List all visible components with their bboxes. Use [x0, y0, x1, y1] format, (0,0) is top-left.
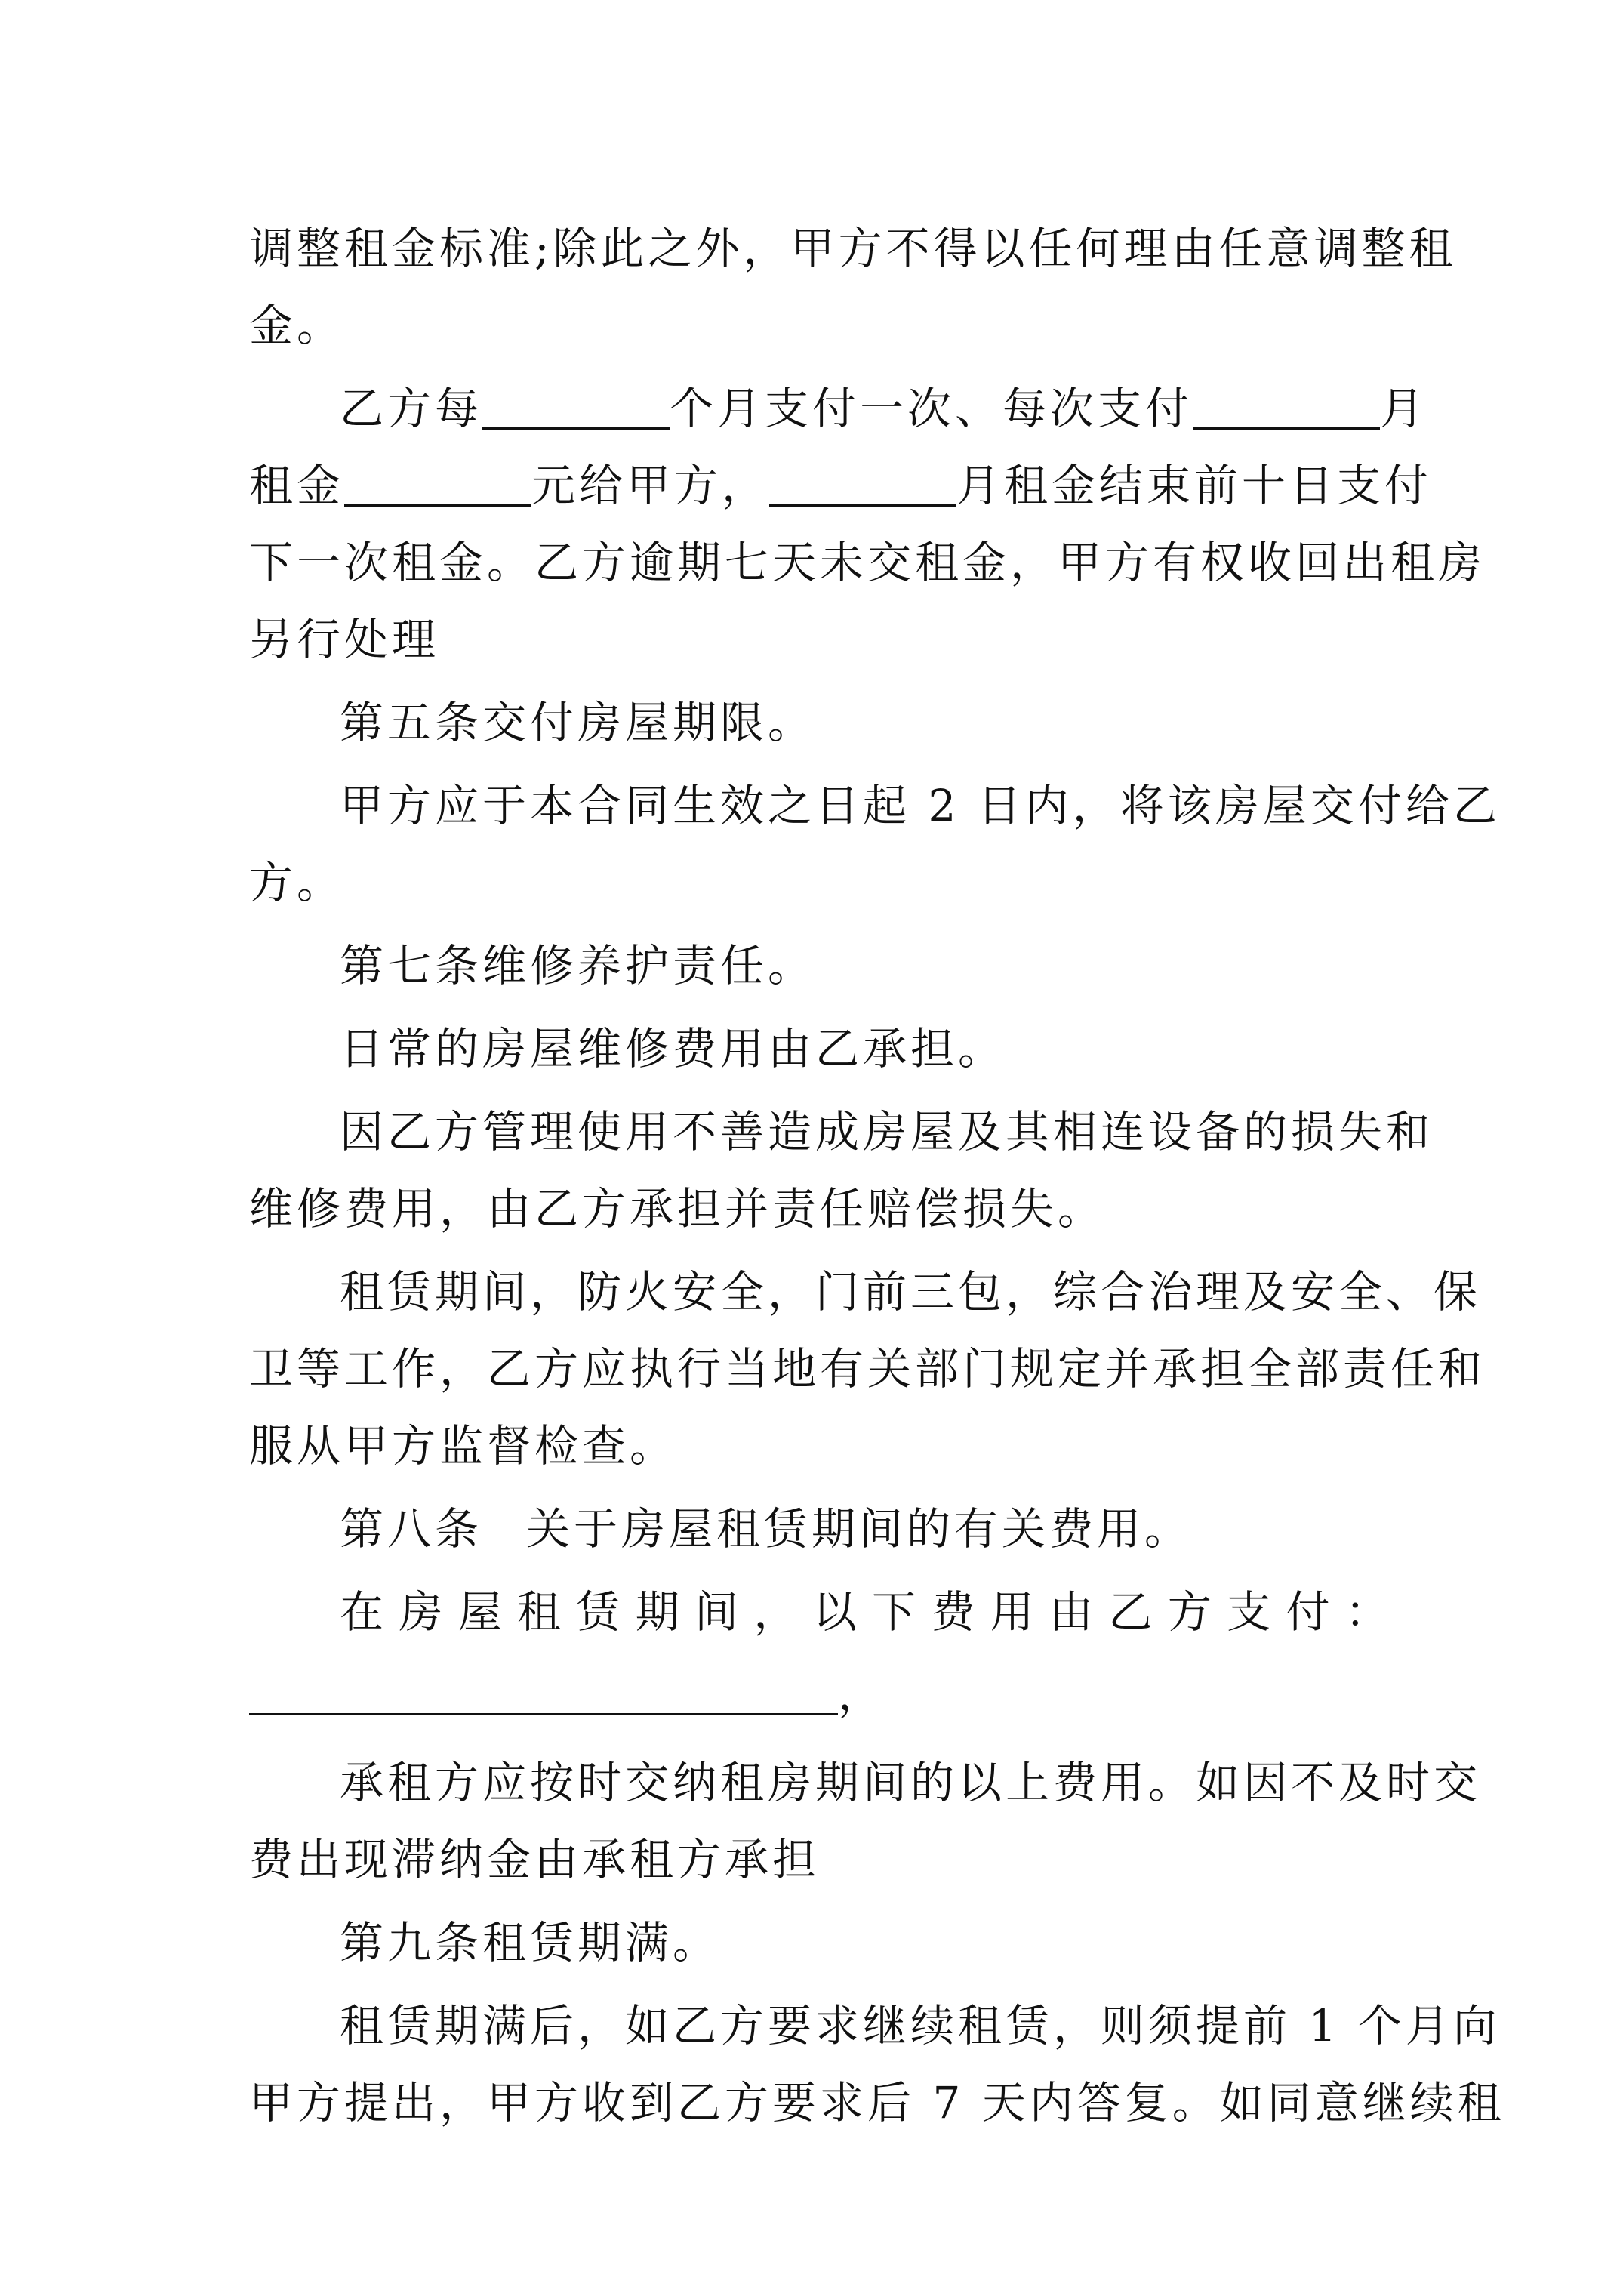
text-fragment: 乙方每	[340, 383, 483, 434]
justified-char: 期	[635, 1586, 679, 1638]
paragraph-line: 日常的房屋维修费用由乙承担。	[340, 1023, 1006, 1074]
justified-char: 屋	[457, 1586, 502, 1638]
paragraph-line: 服从甲方监督检查。	[249, 1420, 678, 1472]
article-8-justified-line	[249, 1573, 1389, 1650]
justified-char: 由	[1049, 1586, 1094, 1638]
blank-fees-field	[249, 1669, 838, 1715]
justified-char: 以	[812, 1586, 857, 1638]
justified-char: 支	[1227, 1586, 1271, 1638]
fee-blank-line	[249, 1650, 1389, 1738]
justified-char: 赁	[576, 1586, 621, 1638]
justified-char: 下	[872, 1586, 916, 1638]
paragraph-line: 费出现滞纳金由承租方承担	[249, 1834, 821, 1885]
paragraph-line: 租赁期间，防火安全，门前三包，综合治理及安全、保	[340, 1266, 1482, 1318]
rent-payment-line-1	[249, 370, 1428, 447]
text-fragment: 租金	[249, 460, 345, 511]
text-fragment: 个月支付一次、每次支付	[670, 383, 1193, 434]
text-fragment: 元给甲方，	[531, 460, 770, 511]
paragraph-line: 方。	[249, 857, 345, 908]
article-7-title: 第七条维修养护责任。	[340, 940, 816, 991]
text-fragment: 月	[1380, 383, 1428, 434]
justified-char: 费	[931, 1586, 975, 1638]
justified-char: ，	[753, 1586, 798, 1638]
blank-months-per-payment-field	[1193, 384, 1380, 430]
paragraph-line: 承租方应按时交纳租房期间的以上费用。如因不及时交	[340, 1757, 1482, 1808]
text-fragment: 月租金结束前十日支付	[956, 460, 1433, 511]
rent-payment-line-2	[249, 447, 1433, 524]
justified-char: ：	[1344, 1586, 1389, 1638]
paragraph-line: 金。	[249, 300, 345, 351]
document-body	[249, 210, 1505, 2141]
justified-char: 方	[1167, 1586, 1212, 1638]
justified-char: 租	[517, 1586, 562, 1638]
justified-char: 在	[340, 1586, 384, 1638]
paragraph-line: 另行处理	[249, 614, 440, 665]
paragraph-line: 租赁期满后，如乙方要求继续租赁，则须提前 1 个月向	[340, 2000, 1501, 2051]
justified-char: 间	[694, 1586, 739, 1638]
blank-months-field	[482, 384, 670, 430]
justified-char: 用	[990, 1586, 1034, 1638]
article-5-title: 第五条交付房屋期限。	[340, 697, 816, 748]
justified-char: 房	[399, 1586, 443, 1638]
justified-char: 付	[1286, 1586, 1330, 1638]
paragraph-line: 因乙方管理使用不善造成房屋及其相连设备的损失和	[340, 1106, 1434, 1157]
paragraph-line: 甲方应于本合同生效之日起 2 日内，将该房屋交付给乙	[340, 780, 1501, 831]
paragraph-line: 调整租金标准;除此之外，甲方不得以任何理由任意调整租	[249, 223, 1457, 274]
article-9-title: 第九条租赁期满。	[340, 1917, 721, 1968]
paragraph-line: 卫等工作，乙方应执行当地有关部门规定并承担全部责任和	[249, 1343, 1486, 1395]
justified-char: 乙	[1108, 1586, 1153, 1638]
text-fragment: 第八条	[340, 1503, 483, 1555]
paragraph-line: 维修费用，由乙方承担并责任赔偿损失。	[249, 1183, 1106, 1234]
paragraph-line: 甲方提出，甲方收到乙方要求后 7 天内答复。如同意继续租	[249, 2077, 1505, 2128]
paragraph-line: 下一次租金。乙方逾期七天未交租金，甲方有权收回出租房	[249, 537, 1486, 588]
text-fragment: ，	[838, 1669, 886, 1720]
blank-amount-field	[344, 461, 531, 507]
blank-period-field	[769, 461, 956, 507]
text-fragment: 关于房屋租赁期间的有关费用。	[526, 1503, 1193, 1555]
article-8-title	[249, 1490, 1389, 1567]
